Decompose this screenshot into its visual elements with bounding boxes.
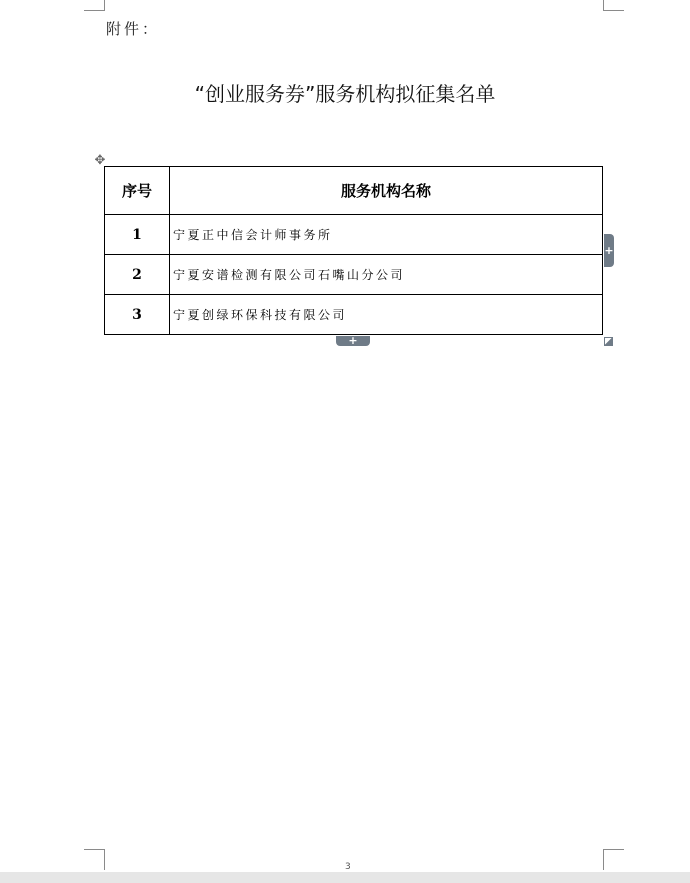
row-no[interactable]: 3 <box>105 295 170 335</box>
row-no[interactable]: 2 <box>105 255 170 295</box>
row-name[interactable]: 宁夏创绿环保科技有限公司 <box>170 295 603 335</box>
attachment-label: 附件： <box>106 20 161 38</box>
page-gap <box>0 872 690 883</box>
plus-icon: + <box>604 244 614 257</box>
table-header-row <box>105 167 603 215</box>
crop-mark-bottom-right <box>603 849 624 870</box>
move-icon[interactable]: ✥ <box>94 153 106 168</box>
resize-icon[interactable] <box>604 337 613 346</box>
add-column-button[interactable] <box>604 234 614 267</box>
document-title: “创业服务券”服务机构拟征集名单 <box>194 82 496 106</box>
organization-table <box>104 166 603 335</box>
crop-mark-top-left <box>84 0 105 11</box>
plus-icon: + <box>348 334 358 347</box>
add-row-button[interactable] <box>336 336 370 346</box>
header-name[interactable]: 服务机构名称 <box>170 167 603 215</box>
crop-mark-top-right <box>603 0 624 11</box>
row-no[interactable]: 1 <box>105 215 170 255</box>
table-row <box>105 295 603 335</box>
header-no[interactable]: 序号 <box>105 167 170 215</box>
table-row <box>105 215 603 255</box>
page-number: 3 <box>345 862 351 872</box>
crop-mark-bottom-left <box>84 849 105 870</box>
table-row <box>105 255 603 295</box>
row-name[interactable]: 宁夏安谱检测有限公司石嘴山分公司 <box>170 255 603 295</box>
row-name[interactable]: 宁夏正中信会计师事务所 <box>170 215 603 255</box>
